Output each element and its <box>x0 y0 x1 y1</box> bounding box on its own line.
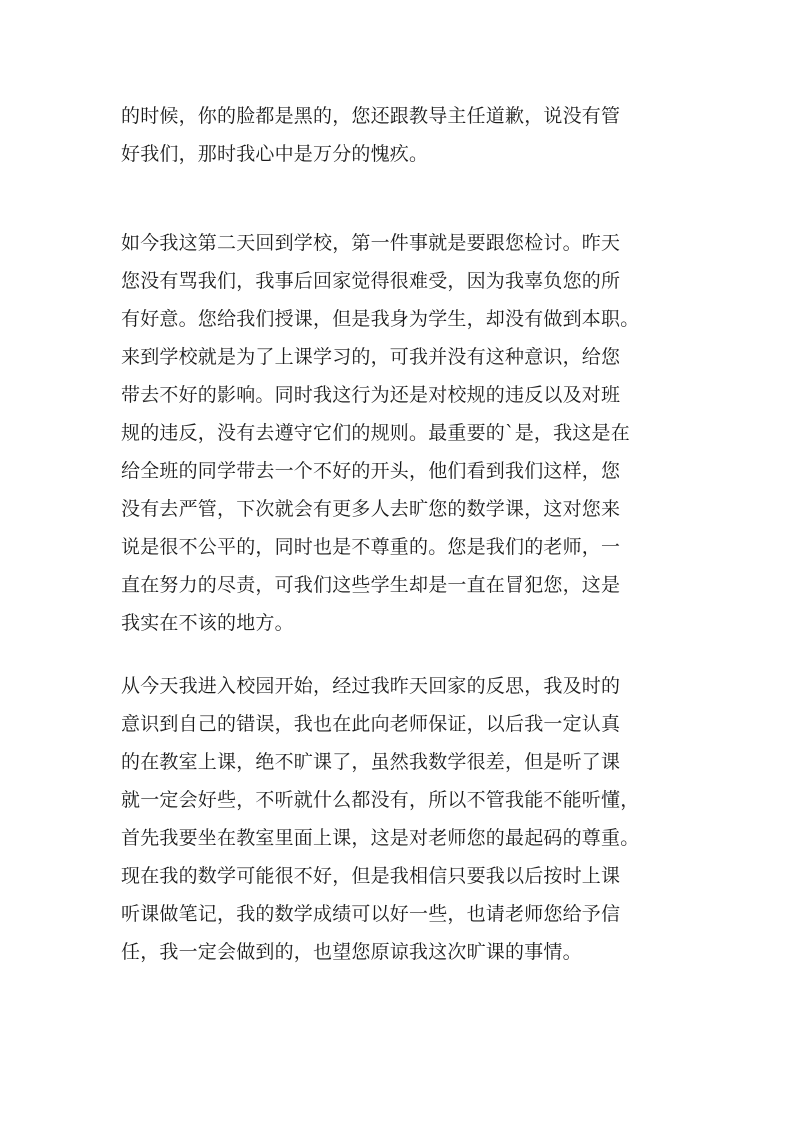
text-line: 如今我这第二天回到学校，第一件事就是要跟您检讨。昨天 <box>121 232 621 254</box>
text-line: 规的违反，没有去遵守它们的规则。最重要的`是，我这是在 <box>121 422 630 444</box>
text-line: 来到学校就是为了上课学习的，可我并没有这种意识，给您 <box>121 346 621 368</box>
text-line: 给全班的同学带去一个不好的开头，他们看到我们这样，您 <box>121 460 621 482</box>
text-line: 有好意。您给我们授课，但是我身为学生，却没有做到本职。 <box>121 308 640 330</box>
paragraph-1 <box>121 97 681 173</box>
text-line: 从今天我进入校园开始，经过我昨天回家的反思，我及时的 <box>121 675 621 697</box>
text-line: 就一定会好些，不听就什么都没有，所以不管我能不能听懂， <box>121 789 640 811</box>
text-line: 任，我一定会做到的，也望您原谅我这次旷课的事情。 <box>121 941 582 963</box>
text-line: 说是很不公平的，同时也是不尊重的。您是我们的老师，一 <box>121 536 621 558</box>
paragraph-2 <box>121 224 681 642</box>
text-line: 听课做笔记，我的数学成绩可以好一些，也请老师您给予信 <box>121 903 621 925</box>
text-line: 好我们，那时我心中是万分的愧疚。 <box>121 143 429 165</box>
text-line: 我实在不该的地方。 <box>121 612 294 634</box>
text-line: 没有去严管，下次就会有更多人去旷您的数学课，这对您来 <box>121 498 621 520</box>
text-line: 意识到自己的错误，我也在此向老师保证，以后我一定认真 <box>121 713 621 735</box>
text-line: 的时候，你的脸都是黑的，您还跟教导主任道歉，说没有管 <box>121 105 621 127</box>
text-line: 现在我的数学可能很不好，但是我相信只要我以后按时上课 <box>121 865 621 887</box>
text-line: 带去不好的影响。同时我这行为还是对校规的违反以及对班 <box>121 384 621 406</box>
text-line: 的在教室上课，绝不旷课了，虽然我数学很差，但是听了课 <box>121 751 621 773</box>
text-line: 您没有骂我们，我事后回家觉得很难受，因为我辜负您的所 <box>121 270 621 292</box>
paragraph-3 <box>121 667 681 971</box>
text-line: 直在努力的尽责，可我们这些学生却是一直在冒犯您，这是 <box>121 574 621 596</box>
text-line: 首先我要坐在教室里面上课，这是对老师您的最起码的尊重。 <box>121 827 640 849</box>
